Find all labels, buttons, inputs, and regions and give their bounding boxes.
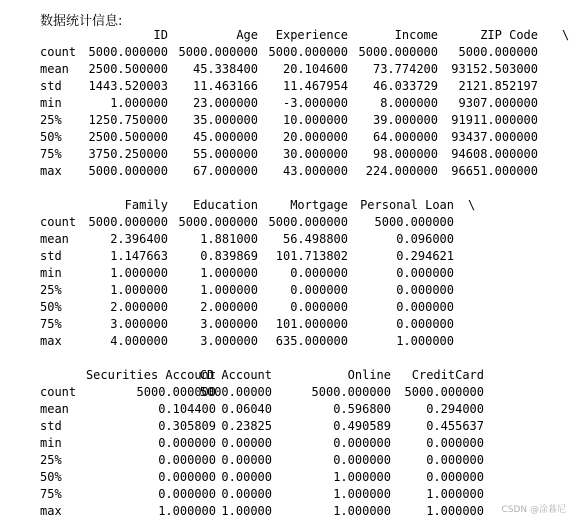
row-label: count: [40, 45, 77, 59]
line-continuation-mark: \: [468, 198, 476, 212]
table-cell: 1250.750000: [88, 113, 168, 127]
table-cell: 93437.000000: [451, 130, 538, 144]
table-cell: 0.490589: [333, 419, 391, 433]
column-header: Family: [124, 198, 168, 212]
column-header: Mortgage: [290, 198, 348, 212]
table-cell: 5000.000000: [88, 164, 168, 178]
table-cell: 9307.000000: [458, 96, 538, 110]
table-cell: 0.06040: [221, 402, 272, 416]
table-cell: 0.839869: [200, 249, 258, 263]
table-cell: 0.000000: [426, 453, 484, 467]
table-cell: 0.00000: [221, 453, 272, 467]
table-cell: 98.000000: [372, 147, 438, 161]
row-label: std: [40, 419, 62, 433]
table-cell: 39.000000: [372, 113, 438, 127]
table-cell: 1.000000: [110, 283, 168, 297]
line-continuation-mark: \: [562, 28, 570, 42]
row-label: count: [40, 215, 77, 229]
row-label: mean: [40, 402, 69, 416]
table-cell: 5000.00000: [199, 385, 272, 399]
column-header: Experience: [275, 28, 348, 42]
table-cell: 0.000000: [333, 453, 391, 467]
table-cell: 23.000000: [192, 96, 258, 110]
column-header: ID: [153, 28, 168, 42]
table-cell: 11.467954: [282, 79, 348, 93]
table-cell: 30.000000: [282, 147, 348, 161]
row-label: mean: [40, 62, 69, 76]
table-cell: 0.000000: [396, 300, 454, 314]
table-cell: 0.00000: [221, 436, 272, 450]
row-label: min: [40, 266, 62, 280]
table-cell: 5000.000000: [178, 45, 258, 59]
table-cell: 5000.000000: [136, 385, 216, 399]
table-cell: 3750.250000: [88, 147, 168, 161]
table-cell: 1.000000: [110, 96, 168, 110]
row-label: max: [40, 164, 62, 178]
column-header: ZIP Code: [480, 28, 538, 42]
table-cell: 1.00000: [221, 504, 272, 518]
table-cell: 4.000000: [110, 334, 168, 348]
table-cell: 5000.000000: [268, 45, 348, 59]
table-cell: 1.000000: [200, 266, 258, 280]
table-cell: 101.000000: [275, 317, 348, 331]
table-cell: 0.294621: [396, 249, 454, 263]
table-cell: 1.147663: [110, 249, 168, 263]
table-cell: 0.000000: [158, 470, 216, 484]
row-label: 50%: [40, 300, 62, 314]
table-cell: 1.000000: [333, 487, 391, 501]
table-cell: 0.294000: [426, 402, 484, 416]
row-label: 25%: [40, 283, 62, 297]
table-cell: 0.596800: [333, 402, 391, 416]
row-label: std: [40, 249, 62, 263]
column-header: Age: [236, 28, 258, 42]
table-cell: 5000.000000: [88, 215, 168, 229]
row-label: count: [40, 385, 77, 399]
csdn-watermark: CSDN @涂暮尼: [501, 505, 566, 515]
table-cell: 1.000000: [110, 266, 168, 280]
table-cell: 94608.000000: [451, 147, 538, 161]
table-cell: 1.000000: [200, 283, 258, 297]
table-cell: 0.000000: [290, 266, 348, 280]
table-cell: 5000.000000: [404, 385, 484, 399]
table-cell: 3.000000: [200, 317, 258, 331]
table-cell: 2500.500000: [88, 130, 168, 144]
table-cell: 56.498800: [282, 232, 348, 246]
table-cell: 635.000000: [275, 334, 348, 348]
table-cell: 5000.000000: [178, 215, 258, 229]
table-cell: 45.338400: [192, 62, 258, 76]
table-cell: 2.396400: [110, 232, 168, 246]
table-cell: 1.000000: [426, 487, 484, 501]
row-label: 75%: [40, 317, 62, 331]
table-cell: 0.000000: [290, 300, 348, 314]
table-cell: 1.000000: [396, 334, 454, 348]
row-label: 50%: [40, 130, 62, 144]
row-label: 75%: [40, 487, 62, 501]
table-cell: 64.000000: [372, 130, 438, 144]
table-cell: 5000.000000: [358, 45, 438, 59]
column-header: CD Account: [199, 368, 272, 382]
table-cell: 5000.000000: [311, 385, 391, 399]
column-header: Online: [347, 368, 391, 382]
row-label: min: [40, 436, 62, 450]
output-title: 数据统计信息:: [40, 14, 123, 29]
table-cell: 1.000000: [333, 504, 391, 518]
table-cell: 0.000000: [396, 317, 454, 331]
table-cell: 3.000000: [200, 334, 258, 348]
table-cell: 101.713802: [275, 249, 348, 263]
table-cell: 0.000000: [396, 283, 454, 297]
column-header: CreditCard: [411, 368, 484, 382]
table-cell: 2.000000: [110, 300, 168, 314]
row-label: max: [40, 504, 62, 518]
table-cell: 10.000000: [282, 113, 348, 127]
table-cell: 1.881000: [200, 232, 258, 246]
table-cell: 11.463166: [192, 79, 258, 93]
table-cell: 43.000000: [282, 164, 348, 178]
table-cell: 0.000000: [426, 470, 484, 484]
table-cell: 0.000000: [290, 283, 348, 297]
table-cell: -3.000000: [282, 96, 348, 110]
table-cell: 0.00000: [221, 487, 272, 501]
table-cell: 35.000000: [192, 113, 258, 127]
column-header: Education: [192, 198, 258, 212]
table-cell: 5000.000000: [268, 215, 348, 229]
table-cell: 46.033729: [372, 79, 438, 93]
table-cell: 1.000000: [158, 504, 216, 518]
row-label: 25%: [40, 453, 62, 467]
table-cell: 0.000000: [158, 453, 216, 467]
row-label: max: [40, 334, 62, 348]
table-cell: 91911.000000: [451, 113, 538, 127]
table-cell: 5000.000000: [458, 45, 538, 59]
table-cell: 1.000000: [426, 504, 484, 518]
table-cell: 0.00000: [221, 470, 272, 484]
row-label: 75%: [40, 147, 62, 161]
table-cell: 96651.000000: [451, 164, 538, 178]
table-cell: 3.000000: [110, 317, 168, 331]
table-cell: 0.000000: [396, 266, 454, 280]
table-cell: 93152.503000: [451, 62, 538, 76]
column-header: Income: [394, 28, 438, 42]
row-label: std: [40, 79, 62, 93]
table-cell: 0.305809: [158, 419, 216, 433]
row-label: mean: [40, 232, 69, 246]
table-cell: 0.000000: [158, 487, 216, 501]
row-label: 25%: [40, 113, 62, 127]
table-cell: 55.000000: [192, 147, 258, 161]
table-cell: 0.000000: [333, 436, 391, 450]
table-cell: 2500.500000: [88, 62, 168, 76]
table-cell: 0.096000: [396, 232, 454, 246]
table-cell: 5000.000000: [88, 45, 168, 59]
table-cell: 2.000000: [200, 300, 258, 314]
table-cell: 1.000000: [333, 470, 391, 484]
table-cell: 1443.520003: [88, 79, 168, 93]
table-cell: 67.000000: [192, 164, 258, 178]
column-header: Securities Account: [85, 368, 216, 382]
table-cell: 8.000000: [380, 96, 438, 110]
table-cell: 0.23825: [221, 419, 272, 433]
table-cell: 45.000000: [192, 130, 258, 144]
column-header: Personal Loan: [360, 198, 454, 212]
table-cell: 0.000000: [426, 436, 484, 450]
row-label: min: [40, 96, 62, 110]
row-label: 50%: [40, 470, 62, 484]
table-cell: 0.000000: [158, 436, 216, 450]
table-cell: 0.455637: [426, 419, 484, 433]
table-cell: 73.774200: [372, 62, 438, 76]
table-cell: 20.104600: [282, 62, 348, 76]
table-cell: 5000.000000: [374, 215, 454, 229]
table-cell: 20.000000: [282, 130, 348, 144]
table-cell: 0.104400: [158, 402, 216, 416]
table-cell: 2121.852197: [458, 79, 538, 93]
table-cell: 224.000000: [365, 164, 438, 178]
